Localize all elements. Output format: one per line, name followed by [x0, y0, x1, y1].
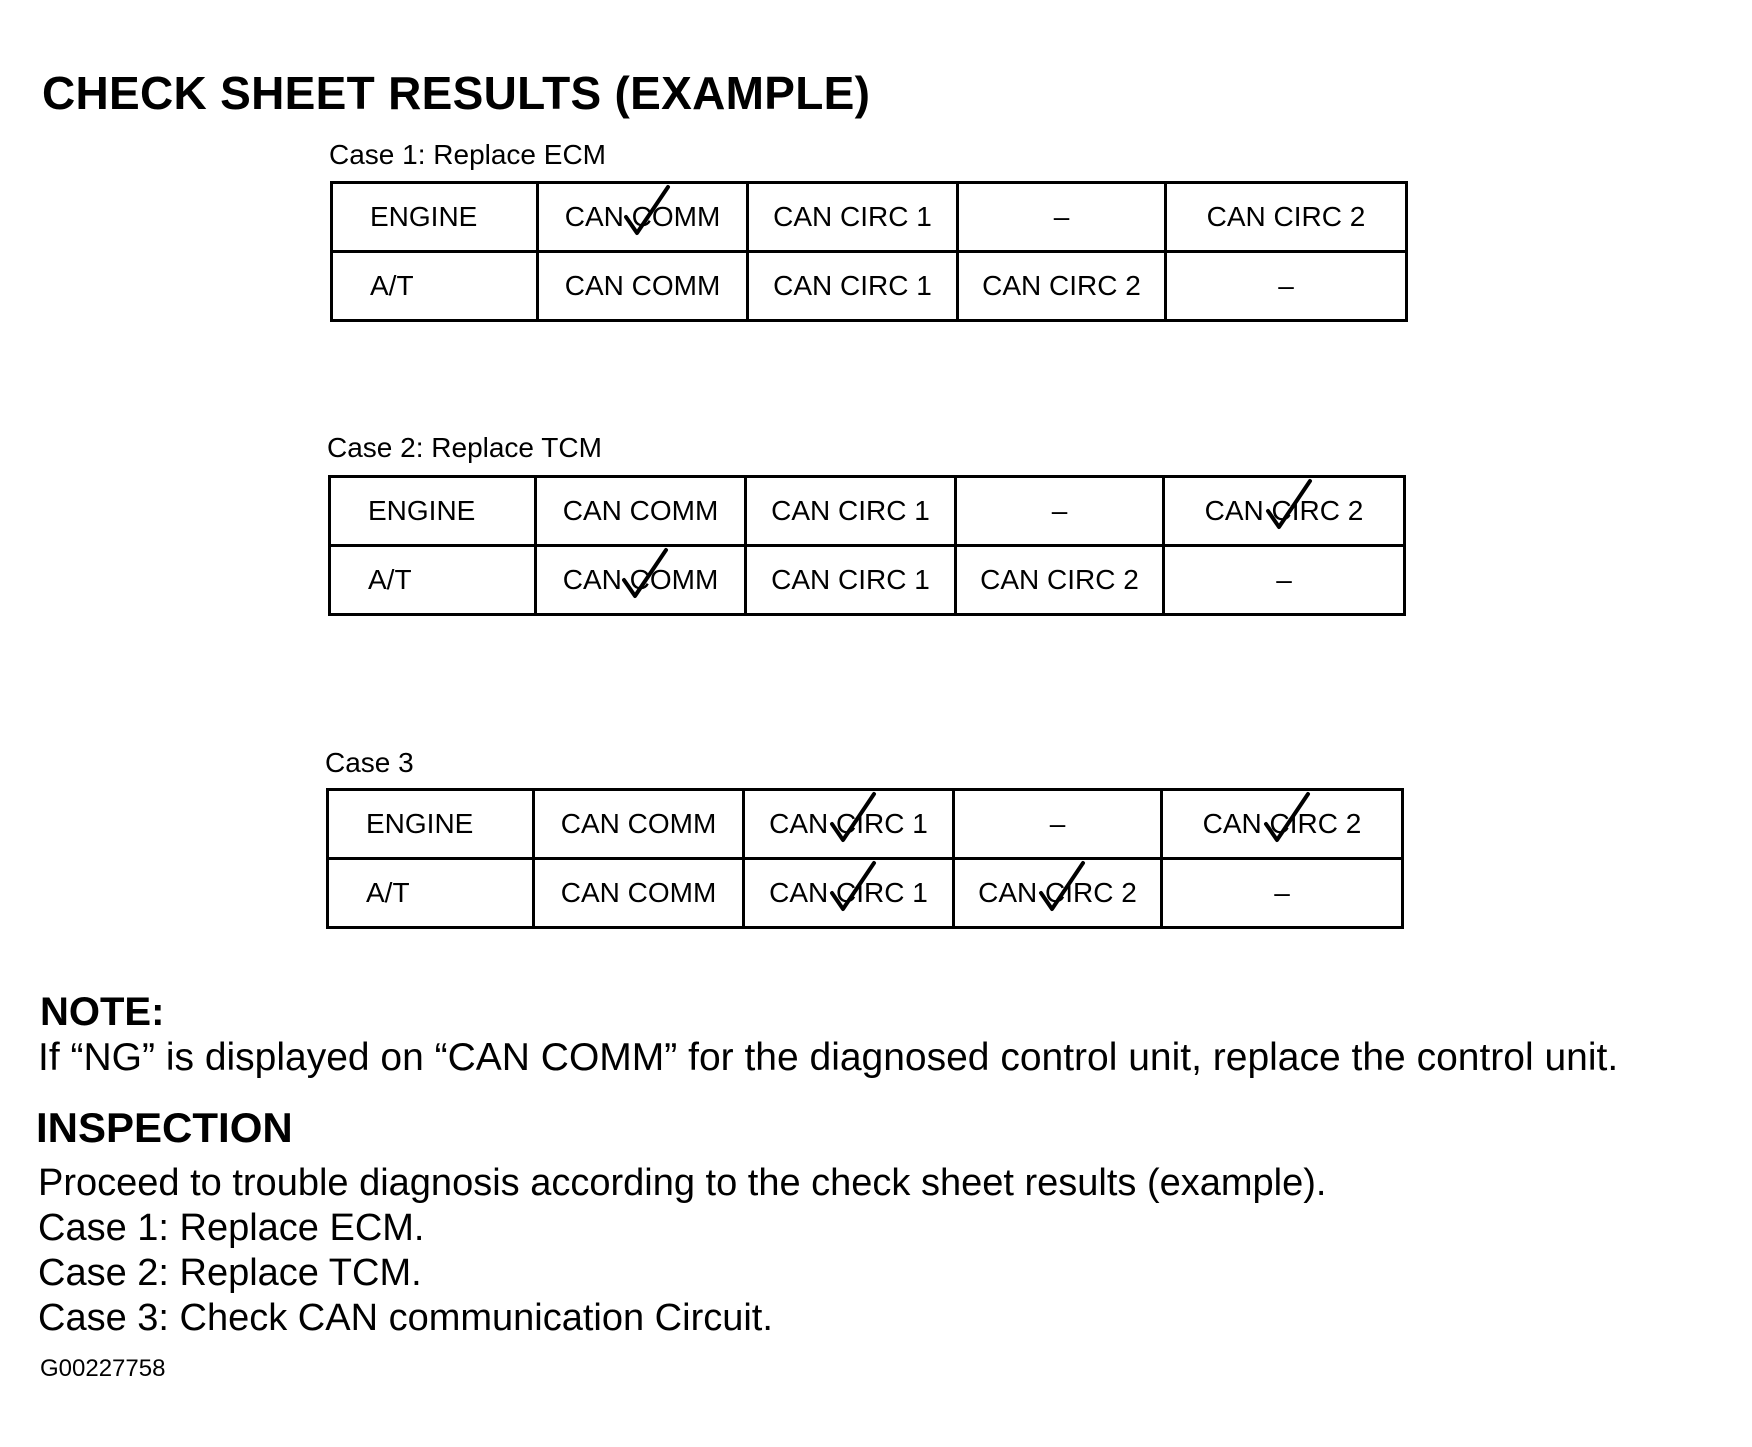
result-label: CAN COMM — [564, 270, 721, 301]
result-label: – — [1276, 564, 1292, 595]
result-text — [1278, 270, 1294, 302]
note-heading: NOTE: — [40, 990, 165, 1034]
inspection-line: Case 3: Check CAN communication Circuit. — [38, 1297, 773, 1339]
result-text — [771, 564, 930, 596]
result-label: CAN CIRC 2 — [1202, 808, 1362, 839]
page-title: CHECK SHEET RESULTS (EXAMPLE) — [42, 67, 871, 119]
result-text — [563, 564, 719, 596]
table-row — [332, 183, 1407, 252]
result-label: – — [1051, 495, 1068, 526]
result-label: – — [1049, 808, 1066, 839]
result-cell — [534, 790, 744, 859]
result-text — [1203, 808, 1362, 840]
result-text — [1207, 201, 1366, 233]
result-text — [561, 808, 717, 840]
result-text — [978, 877, 1137, 909]
result-cell — [954, 790, 1162, 859]
case-1-table — [330, 181, 1408, 322]
result-text — [1054, 201, 1070, 233]
result-cell — [1166, 252, 1407, 321]
result-cell — [958, 252, 1166, 321]
result-cell — [746, 477, 956, 546]
table-row — [330, 546, 1405, 615]
unit-cell: ENGINE — [332, 183, 538, 252]
result-label: CAN CIRC 1 — [769, 877, 928, 908]
result-cell — [744, 790, 954, 859]
result-cell — [956, 477, 1164, 546]
result-cell — [958, 183, 1166, 252]
result-text — [565, 270, 721, 302]
table-row — [328, 859, 1403, 928]
result-cell — [748, 183, 958, 252]
result-label: CAN CIRC 2 — [980, 564, 1139, 595]
result-text — [1276, 564, 1292, 596]
result-label: CAN CIRC 2 — [978, 877, 1137, 908]
unit-cell: ENGINE — [328, 790, 534, 859]
result-cell — [538, 183, 748, 252]
result-label: CAN CIRC 1 — [771, 495, 930, 526]
result-label: CAN COMM — [560, 808, 717, 839]
result-text — [769, 808, 928, 840]
case-2-table — [328, 475, 1406, 616]
result-cell — [1164, 477, 1405, 546]
result-cell — [534, 859, 744, 928]
result-cell — [538, 252, 748, 321]
case-3-label: Case 3 — [325, 747, 414, 778]
result-cell — [748, 252, 958, 321]
inspection-heading: INSPECTION — [36, 1104, 293, 1151]
result-text — [771, 495, 930, 527]
result-cell — [1164, 546, 1405, 615]
result-cell — [746, 546, 956, 615]
result-label: – — [1278, 270, 1294, 301]
result-label: CAN CIRC 1 — [771, 564, 930, 595]
result-label: CAN CIRC 2 — [1204, 495, 1364, 526]
result-cell — [536, 546, 746, 615]
result-cell — [1162, 790, 1403, 859]
result-label: CAN CIRC 1 — [773, 270, 932, 301]
result-label: – — [1274, 877, 1290, 908]
result-text — [980, 564, 1139, 596]
result-label: CAN CIRC 2 — [982, 270, 1141, 301]
result-text — [565, 201, 721, 233]
result-label: CAN COMM — [564, 201, 721, 232]
inspection-line: Case 2: Replace TCM. — [38, 1252, 422, 1294]
result-label: CAN CIRC 1 — [769, 808, 928, 839]
note-text: If “NG” is displayed on “CAN COMM” for the diagnosed control unit, replace the control unit. — [38, 1036, 1619, 1079]
result-cell — [536, 477, 746, 546]
result-text — [1050, 808, 1066, 840]
table-row — [330, 477, 1405, 546]
figure-code: G00227758 — [40, 1355, 166, 1382]
result-text — [982, 270, 1141, 302]
unit-cell: A/T — [328, 859, 534, 928]
case-3-table — [326, 788, 1404, 929]
result-text — [1052, 495, 1068, 527]
result-cell — [1166, 183, 1407, 252]
unit-cell: A/T — [332, 252, 538, 321]
result-label: CAN CIRC 2 — [1206, 201, 1366, 232]
result-text — [1205, 495, 1364, 527]
result-label: CAN COMM — [562, 564, 719, 595]
result-text — [1274, 877, 1290, 909]
result-text — [773, 270, 932, 302]
unit-cell: A/T — [330, 546, 536, 615]
result-text — [561, 877, 717, 909]
table-row — [328, 790, 1403, 859]
table-row — [332, 252, 1407, 321]
unit-cell: ENGINE — [330, 477, 536, 546]
result-cell — [956, 546, 1164, 615]
result-text — [773, 201, 932, 233]
result-text — [769, 877, 928, 909]
result-label: CAN CIRC 1 — [773, 201, 932, 232]
result-cell — [744, 859, 954, 928]
result-label: – — [1053, 201, 1070, 232]
inspection-line: Proceed to trouble diagnosis according to the check sheet results (example). — [38, 1162, 1327, 1204]
inspection-line: Case 1: Replace ECM. — [38, 1207, 425, 1249]
case-2-label: Case 2: Replace TCM — [327, 432, 602, 463]
result-label: CAN COMM — [560, 877, 717, 908]
result-label: CAN COMM — [562, 495, 719, 526]
result-cell — [954, 859, 1162, 928]
result-text — [563, 495, 719, 527]
case-1-label: Case 1: Replace ECM — [329, 139, 607, 170]
result-cell — [1162, 859, 1403, 928]
